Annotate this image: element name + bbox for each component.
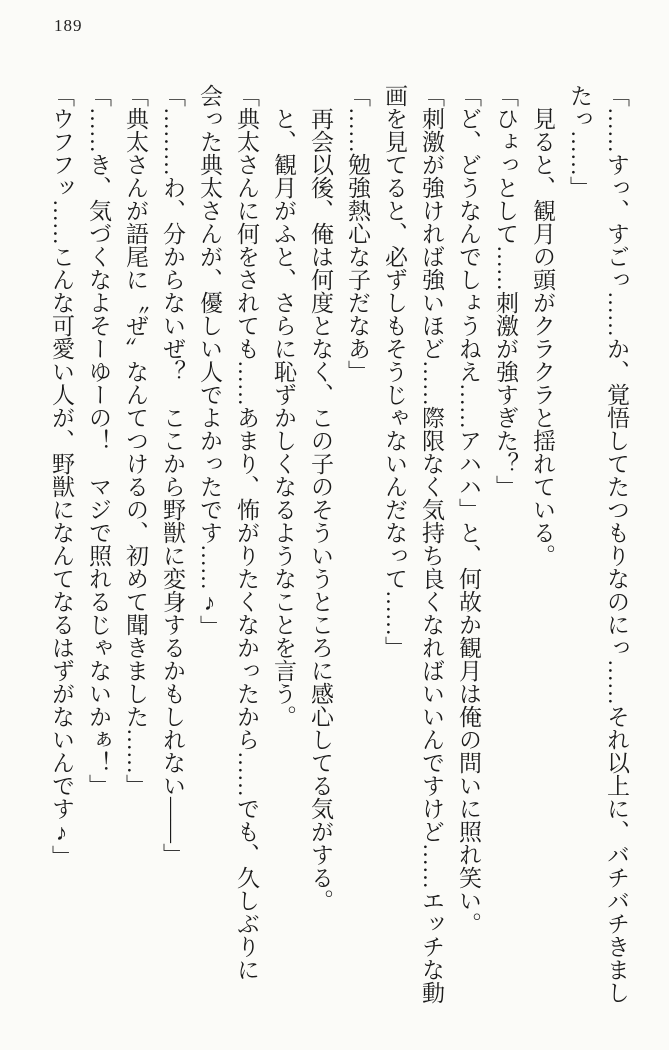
text-block	[43, 84, 635, 1026]
text-line: 「……き、気づくなよそーゆーの！ マジで照れるじゃないかぁ！」	[86, 84, 111, 797]
text-line: 「ど、どうなんでしょうねえ……アハハ」と、何故か観月は俺の問いに照れ笑い。	[456, 84, 481, 935]
text-line: 「典太さんに何をされても……あまり、怖がりたくなかったから……でも、久しぶりに	[234, 84, 259, 981]
text-line: 「………わ、分からないぜ？ ここから野獣に変身するかもしれない――」	[160, 84, 185, 866]
text-line: 「ウフフッ……こんな可愛い人が、野獣になんてなるはずがないんです♪」	[49, 84, 74, 868]
text-line: 会った典太さんが、優しい人でよかったです……♪」	[197, 84, 222, 638]
text-line: 「ひょっとして……刺激が強すぎた？」	[493, 84, 518, 498]
text-line: たっ……」	[567, 84, 592, 199]
text-line: 「刺激が強ければ強いほど……際限なく気持ち良くなればいいんですけど……エッチな動	[419, 84, 444, 1004]
text-line: 画を見てると、必ずしもそうじゃないんだなって……」	[382, 84, 407, 659]
text-line: 「典太さんが語尾に〝ぜ〟なんてつけるの、初めて聞きました……」	[123, 84, 148, 797]
text-line: と、観月がふと、さらに恥ずかしくなるようなことを言う。	[271, 107, 296, 728]
text-line: 見ると、観月の頭がクラクラと揺れている。	[530, 107, 555, 567]
text-line: 再会以後、俺は何度となく、この子のそういうところに感心してる気がする。	[308, 107, 333, 912]
page-number: 189	[54, 16, 83, 35]
text-line: 「……すっ、すごっ……か、覚悟してたつもりなのにっ……それ以上に、バチバチきまし	[604, 84, 629, 1004]
text-line: 「……勉強熱心な子だなあ」	[345, 84, 370, 383]
